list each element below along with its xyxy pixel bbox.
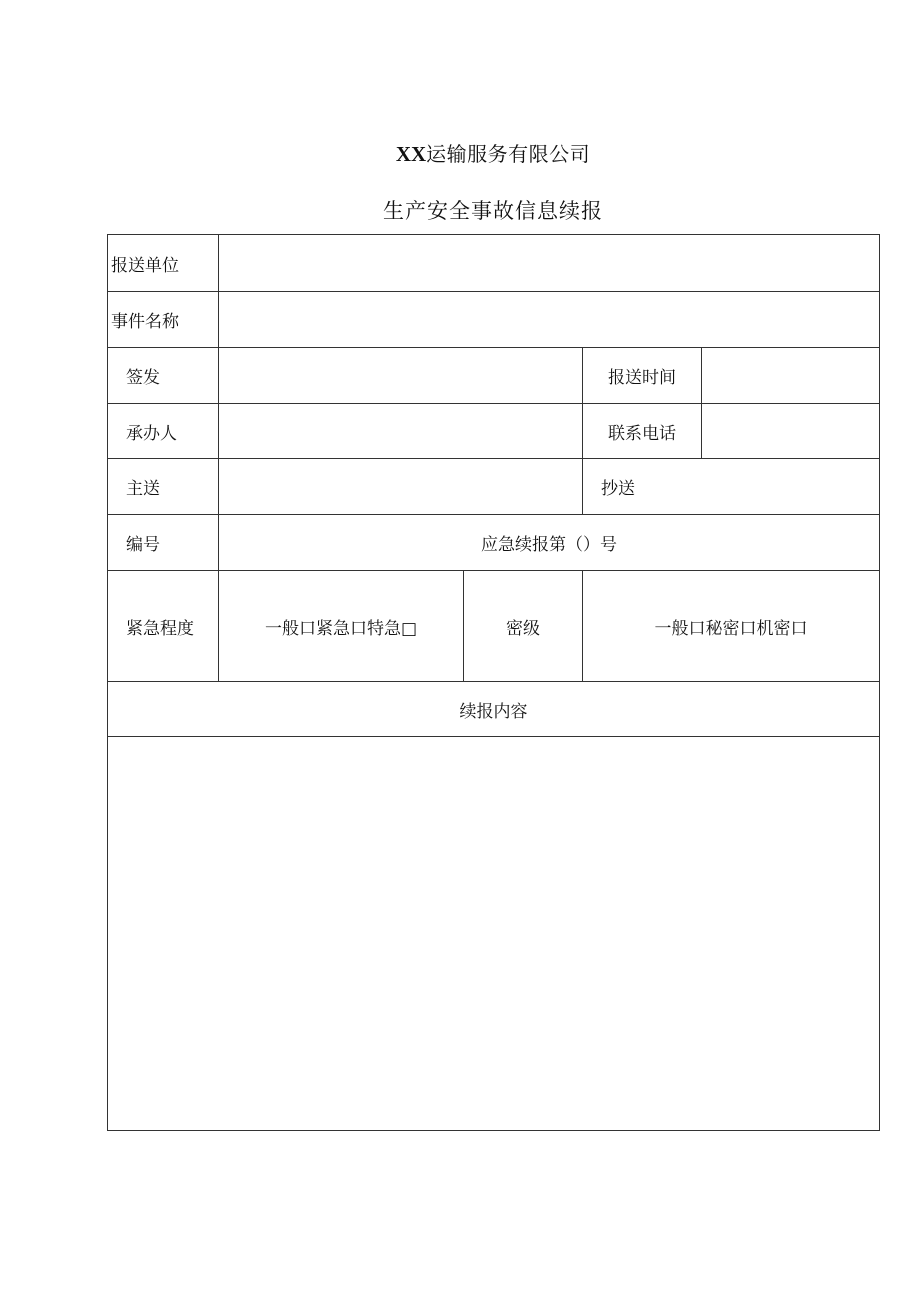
report-time-field[interactable] (702, 348, 880, 404)
report-unit-field[interactable] (219, 235, 880, 292)
row-handler (108, 404, 880, 459)
number-value: 应急续报第（）号 (219, 515, 880, 571)
urgency-options[interactable]: 一般口紧急口特急□ (219, 571, 464, 682)
urgency-label: 紧急程度 (108, 571, 219, 682)
row-event-name (108, 292, 880, 348)
event-name-field[interactable] (219, 292, 880, 348)
cc-label: 抄送 (583, 459, 880, 515)
main-recipient-label: 主送 (108, 459, 219, 515)
row-number (108, 515, 880, 571)
report-form-table (107, 234, 880, 1131)
company-title-prefix: XX (395, 142, 427, 166)
row-content-header (108, 682, 880, 737)
company-title-rest: 运输服务有限公司 (426, 142, 591, 166)
number-label: 编号 (108, 515, 219, 571)
report-title: 生产安全事故信息续报 (383, 199, 603, 223)
row-recipients (108, 459, 880, 515)
row-urgency (108, 571, 880, 682)
signer-label: 签发 (108, 348, 219, 404)
row-report-unit (108, 235, 880, 292)
secrecy-label: 密级 (464, 571, 583, 682)
main-recipient-field[interactable] (219, 459, 583, 515)
contact-phone-label: 联系电话 (583, 404, 702, 459)
signer-field[interactable] (219, 348, 583, 404)
handler-field[interactable] (219, 404, 583, 459)
event-name-label: 事件名称 (108, 292, 219, 348)
secrecy-options[interactable]: 一般口秘密口机密口 (583, 571, 880, 682)
report-unit-label: 报送单位 (108, 235, 219, 292)
handler-label: 承办人 (108, 404, 219, 459)
content-field[interactable] (108, 737, 880, 1131)
row-signer (108, 348, 880, 404)
report-time-label: 报送时间 (583, 348, 702, 404)
contact-phone-field[interactable] (702, 404, 880, 459)
content-label: 续报内容 (108, 682, 880, 737)
row-content-body (108, 737, 880, 1131)
company-title (0, 138, 920, 167)
